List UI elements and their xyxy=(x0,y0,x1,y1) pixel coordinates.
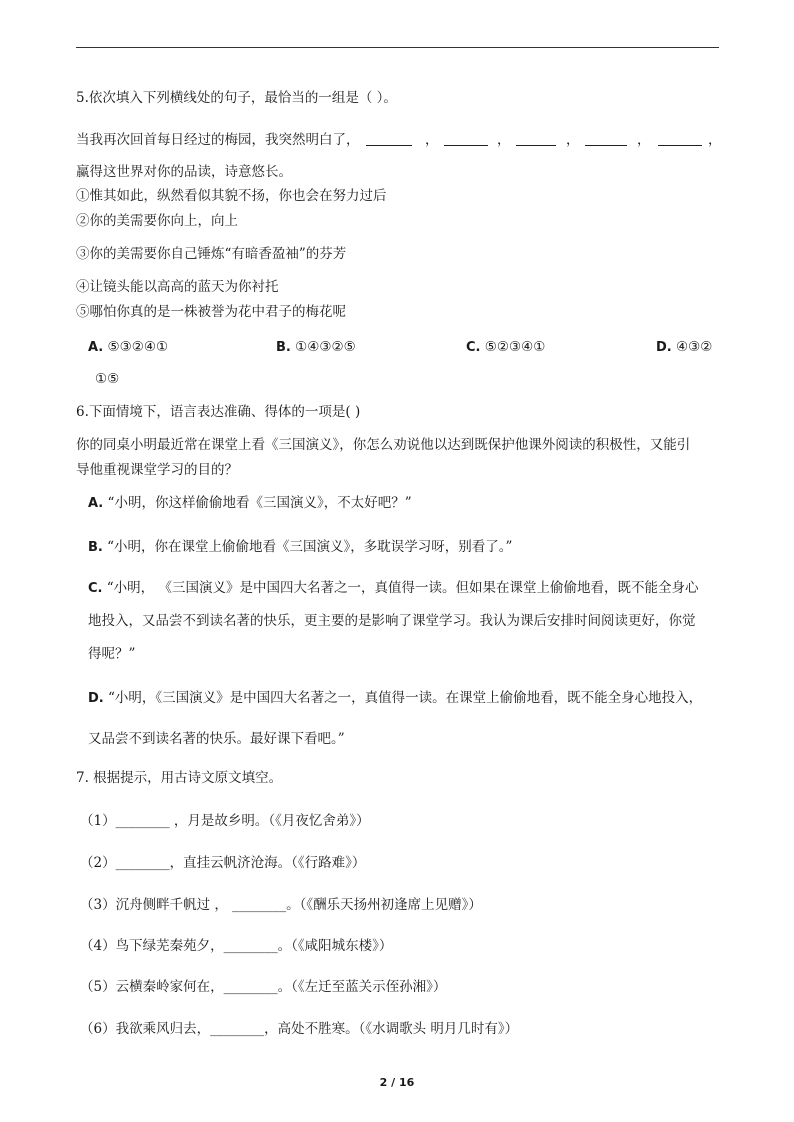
page-number: 2 / 16 xyxy=(379,1076,415,1089)
q5-option-d-wrap: ①⑤ xyxy=(95,371,120,387)
q5-option-d[interactable] xyxy=(656,338,712,357)
q5-option-d-text: ④③② xyxy=(676,339,713,355)
q6-title: 6.下面情境下，语言表达准确、得体的一项是( ) xyxy=(76,404,361,420)
q7-item-4: （4）鸟下绿芜秦苑夕，________。（《咸阳城东楼》） xyxy=(80,938,393,954)
q5-item-3: ③你的美需要你自己锤炼“有暗香盈袖”的芬芳 xyxy=(76,246,347,262)
q6-option-c-text-1: “小明， 《三国演义》是中国四大名著之一，真值得一读。但如果在课堂上偷偷地看，既不能全身心 xyxy=(106,580,699,596)
q5-item-2: ②你的美需要你向上，向上 xyxy=(76,213,238,229)
q5-blank-3 xyxy=(516,133,556,146)
q6-option-a-text: “小明，你这样偷偷地看《三国演义》，不太好吧？” xyxy=(107,495,412,511)
q5-comma-3: ， xyxy=(566,132,580,148)
q5-item-1: ①惟其如此，纵然看似其貌不扬，你也会在努力过后 xyxy=(76,188,387,204)
q6-option-b[interactable] xyxy=(88,538,512,557)
q5-option-a-text: ⑤③②④① xyxy=(107,339,169,355)
q5-option-c-text: ⑤②③④① xyxy=(484,339,546,355)
q6-option-c-text-2: 地投入，又品尝不到读名著的快乐，更主要的是影响了课堂学习。我认为课后安排时间阅读更好，你觉 xyxy=(88,613,696,629)
q6-option-b-text: “小明，你在课堂上偷偷地看《三国演义》，多耽误学习呀，别看了。” xyxy=(107,539,513,555)
q7-item-1: （1）________ ，月是故乡明。（《月夜忆舍弟》） xyxy=(80,813,370,829)
q6-option-c-label: C. xyxy=(88,581,103,596)
q5-option-b[interactable] xyxy=(276,338,356,357)
q7-item-6: （6）我欲乘风归去，________，高处不胜寒。（《水调歌头 明月几时有》） xyxy=(80,1021,519,1037)
q6-option-c[interactable] xyxy=(88,579,698,598)
q5-stem-end: 赢得这世界对你的品读，诗意悠长。 xyxy=(76,164,292,180)
q7-title: 7. 根据提示，用古诗文原文填空。 xyxy=(76,770,283,786)
q5-option-b-text: ①④③②⑤ xyxy=(295,339,356,355)
q5-item-5: ⑤哪怕你真的是一株被誉为花中君子的梅花呢 xyxy=(76,304,346,320)
q5-option-c-label: C. xyxy=(466,340,481,355)
header-rule xyxy=(76,47,719,48)
q5-item-4: ④让镜头能以高高的蓝天为你衬托 xyxy=(76,279,279,295)
q6-option-a[interactable] xyxy=(88,494,412,513)
q5-option-b-label: B. xyxy=(276,340,291,355)
q6-option-d-text-2: 又品尝不到读名著的快乐。最好课下看吧。” xyxy=(88,731,345,747)
q7-item-5: （5）云横秦岭家何在，________。（《左迁至蓝关示侄孙湘》） xyxy=(80,979,447,995)
q5-comma-1: ， xyxy=(425,132,439,148)
q5-option-d-label: D. xyxy=(656,340,672,355)
q6-option-a-label: A. xyxy=(88,496,104,511)
q5-stem-start: 当我再次回首每日经过的梅园，我突然明白了， xyxy=(76,132,360,148)
q5-blank-1 xyxy=(366,133,412,146)
q6-option-d-label: D. xyxy=(88,691,104,706)
q5-option-c[interactable] xyxy=(466,338,545,357)
q6-stem-line-2: 导他重视课堂学习的目的？ xyxy=(76,462,238,478)
q5-blank-5 xyxy=(658,133,702,146)
q5-comma-4: ， xyxy=(637,132,651,148)
q6-stem-line-1: 你的同桌小明最近常在课堂上看《三国演义》，你怎么劝说他以达到既保护他课外阅读的积极性，又能引 xyxy=(76,437,691,453)
q6-option-d[interactable] xyxy=(88,689,702,708)
q7-item-2: （2）________，直挂云帆济沧海。（《行路难》） xyxy=(80,855,366,871)
q5-title: 5.依次填入下列横线处的句子，最恰当的一组是（ ）。 xyxy=(76,90,397,106)
q5-option-a[interactable] xyxy=(88,338,168,357)
q5-option-a-label: A. xyxy=(88,340,104,355)
q6-option-c-text-3: 得呢？” xyxy=(88,646,136,662)
q6-option-d-text-1: “小明，《三国演义》是中国四大名著之一，真值得一读。在课堂上偷偷地看，既不能全身心地投入， xyxy=(108,690,703,706)
q6-option-b-label: B. xyxy=(88,540,103,555)
q5-comma-2: ， xyxy=(497,132,511,148)
q5-blank-4 xyxy=(585,133,627,146)
q7-item-3: （3）沉舟侧畔千帆过 ， ________。（《酬乐天扬州初逢席上见赠》） xyxy=(80,897,482,913)
q5-blank-2 xyxy=(444,133,488,146)
q5-comma-5: ， xyxy=(708,132,722,148)
